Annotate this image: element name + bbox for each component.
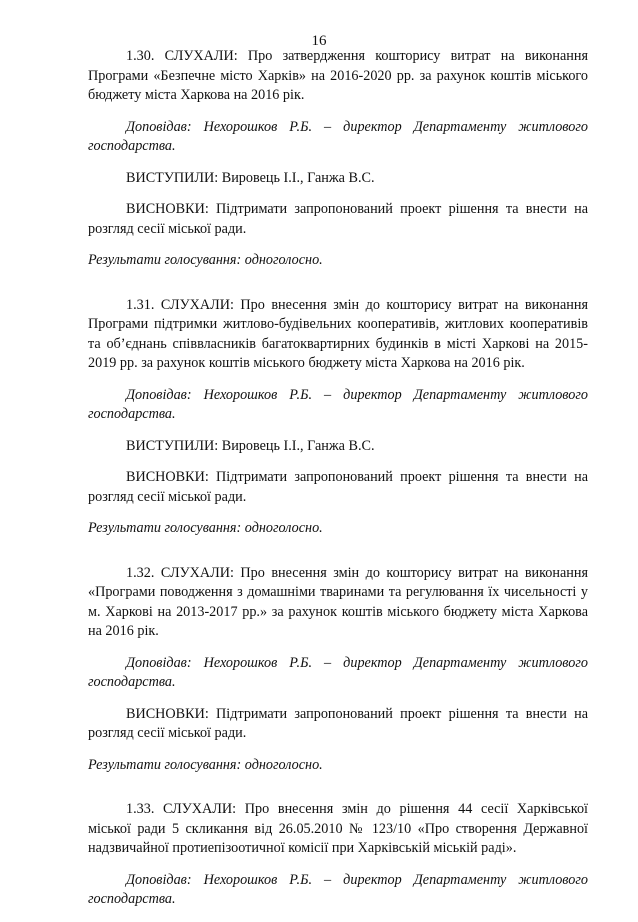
heard-paragraph: 1.32. СЛУХАЛИ: Про внесення змін до кошторису витрат на виконання «Програми поводження з домашніми тваринами та регулювання їх чисельності у м. Харкові на 2013-2017 рр.» за рахунок коштів міського бюджету міста Харкова на 2016 рік. [88,564,588,639]
heard-paragraph: 1.33. СЛУХАЛИ: Про внесення змін до рішення 44 сесії Харківської міської ради 5 скликання від 26.05.2010 № 123/10 «Про створення Державної надзвичайної протиепізоотичної комісії при Харківській міській раді». [88,801,588,856]
heard-paragraph: 1.30. СЛУХАЛИ: Про затвердження кошторису витрат на виконання Програми «Безпечне місто Харків» на 2016-2020 рр. за рахунок коштів міського бюджету міста Харкова на 2016 рік. [88,48,588,103]
reporter-paragraph: Доповідав: Нехорошков Р.Б. – директор Департаменту житлового господарства. [88,654,588,690]
vote-result: Результати голосування: одноголосно. [88,252,323,268]
conclusions-paragraph: ВИСНОВКИ: Підтримати запропонований проект рішення та внести на розгляд сесії міської ради. [88,469,588,505]
spoke-paragraph: ВИСТУПИЛИ: Вировець І.І., Ганжа В.С. [126,437,375,454]
vote-result: Результати голосування: одноголосно. [88,520,323,536]
agenda-item-1-31 [88,296,588,539]
reporter-paragraph: Доповідав: Нехорошков Р.Б. – директор Департаменту житлового господарства. [88,386,588,422]
vote-result: Результати голосування: одноголосно. [88,756,323,773]
reporter-paragraph: Доповідав: Нехорошков Р.Б. – директор Департаменту житлового господарства. [88,118,588,154]
agenda-item-1-32 [88,564,588,776]
spoke-paragraph: ВИСТУПИЛИ: Вировець І.І., Ганжа В.С. [126,169,375,186]
agenda-item-1-30 [88,47,588,271]
page-number: 16 [311,33,327,49]
minutes-content [88,47,588,922]
reporter-paragraph: Доповідав: Нехорошков Р.Б. – директор Департаменту житлового господарства. [88,871,588,907]
agenda-item-1-33 [88,800,588,910]
heard-paragraph: 1.31. СЛУХАЛИ: Про внесення змін до кошторису витрат на виконання Програми підтримки житлово-будівельних кооперативів, житлових кооперативів та об’єднань співвласників багатоквартирних будинків в місті Харкові на 2015-2019 рр. за рахунок коштів міського бюджету міста Харкова на 2016 рік. [88,296,588,371]
conclusions-paragraph: ВИСНОВКИ: Підтримати запропонований проект рішення та внести на розгляд сесії міської ради. [88,705,588,741]
conclusions-paragraph: ВИСНОВКИ: Підтримати запропонований проект рішення та внести на розгляд сесії міської ради. [88,201,588,237]
